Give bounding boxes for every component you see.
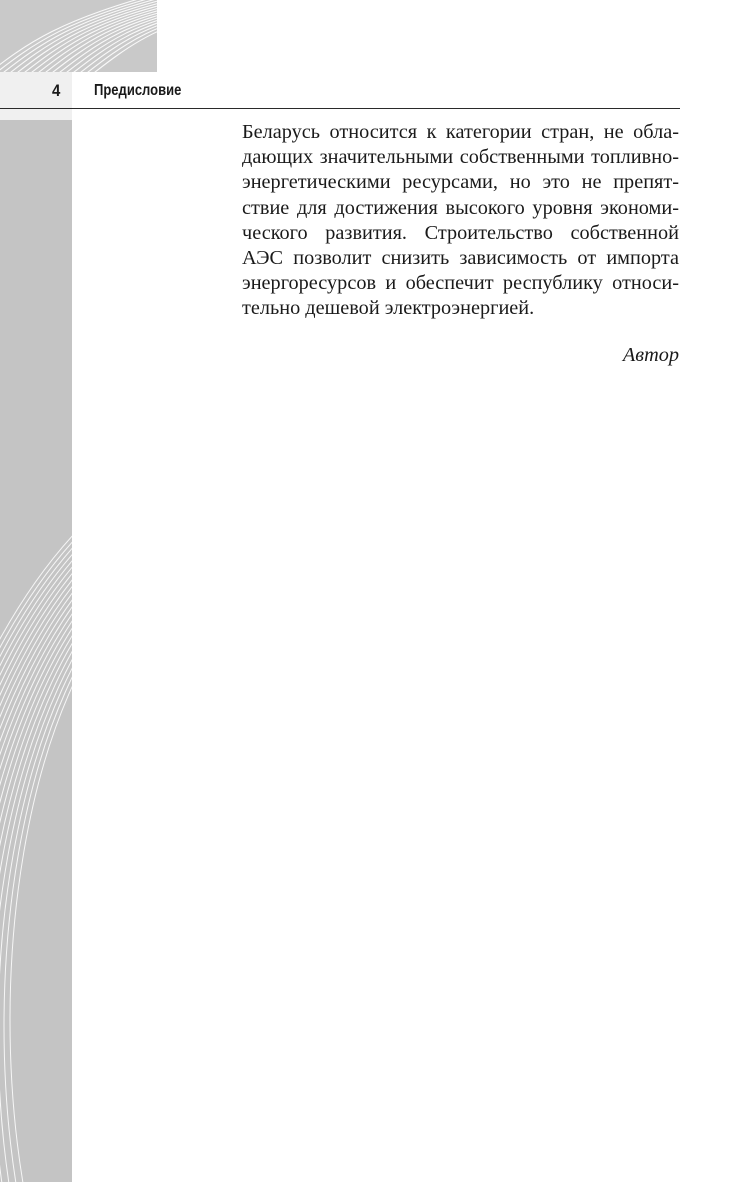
arc-line [0, 488, 554, 1182]
arc-line [0, 500, 530, 1182]
paragraph-line: АЭС позволит снизить зависимость от импорта [242, 247, 679, 270]
arc-line [0, 464, 602, 1182]
arc-line [0, 524, 482, 1182]
running-head [0, 76, 680, 108]
arc-line [0, 452, 626, 1182]
paragraph-line: энергетическими ресурсами, но это не препят- [242, 171, 679, 194]
paragraph-line: ческого развития. Строительство собственной [242, 221, 679, 244]
corner-wave-pattern [0, 0, 233, 80]
arc-line [0, 506, 518, 1182]
arc-line [0, 446, 638, 1182]
paragraph-line: ствие для достижения высокого уровня экономи- [242, 196, 679, 219]
paragraph-line: дающих значительными собственными топливно- [242, 146, 679, 169]
arc-line [0, 476, 578, 1182]
arc-line [0, 470, 590, 1182]
section-title: Предисловие [94, 82, 182, 99]
arc-line [0, 512, 506, 1182]
arc-line [0, 458, 614, 1182]
header-rule [0, 108, 680, 109]
author-signature: Автор [622, 344, 679, 366]
arc-line [0, 434, 662, 1182]
arc-line [0, 518, 494, 1182]
arc-line [0, 482, 566, 1182]
arc-line [0, 494, 542, 1182]
page-number: 4 [52, 81, 61, 100]
paragraph-line: тельно дешевой электроэнергией. [242, 297, 535, 320]
paragraph-line: энергоресурсов и обеспечит республику относи- [242, 272, 679, 295]
body-paragraph [212, 120, 679, 322]
arc-line [0, 440, 650, 1182]
paragraph-line: Беларусь относится к категории стран, не обла- [242, 121, 679, 143]
